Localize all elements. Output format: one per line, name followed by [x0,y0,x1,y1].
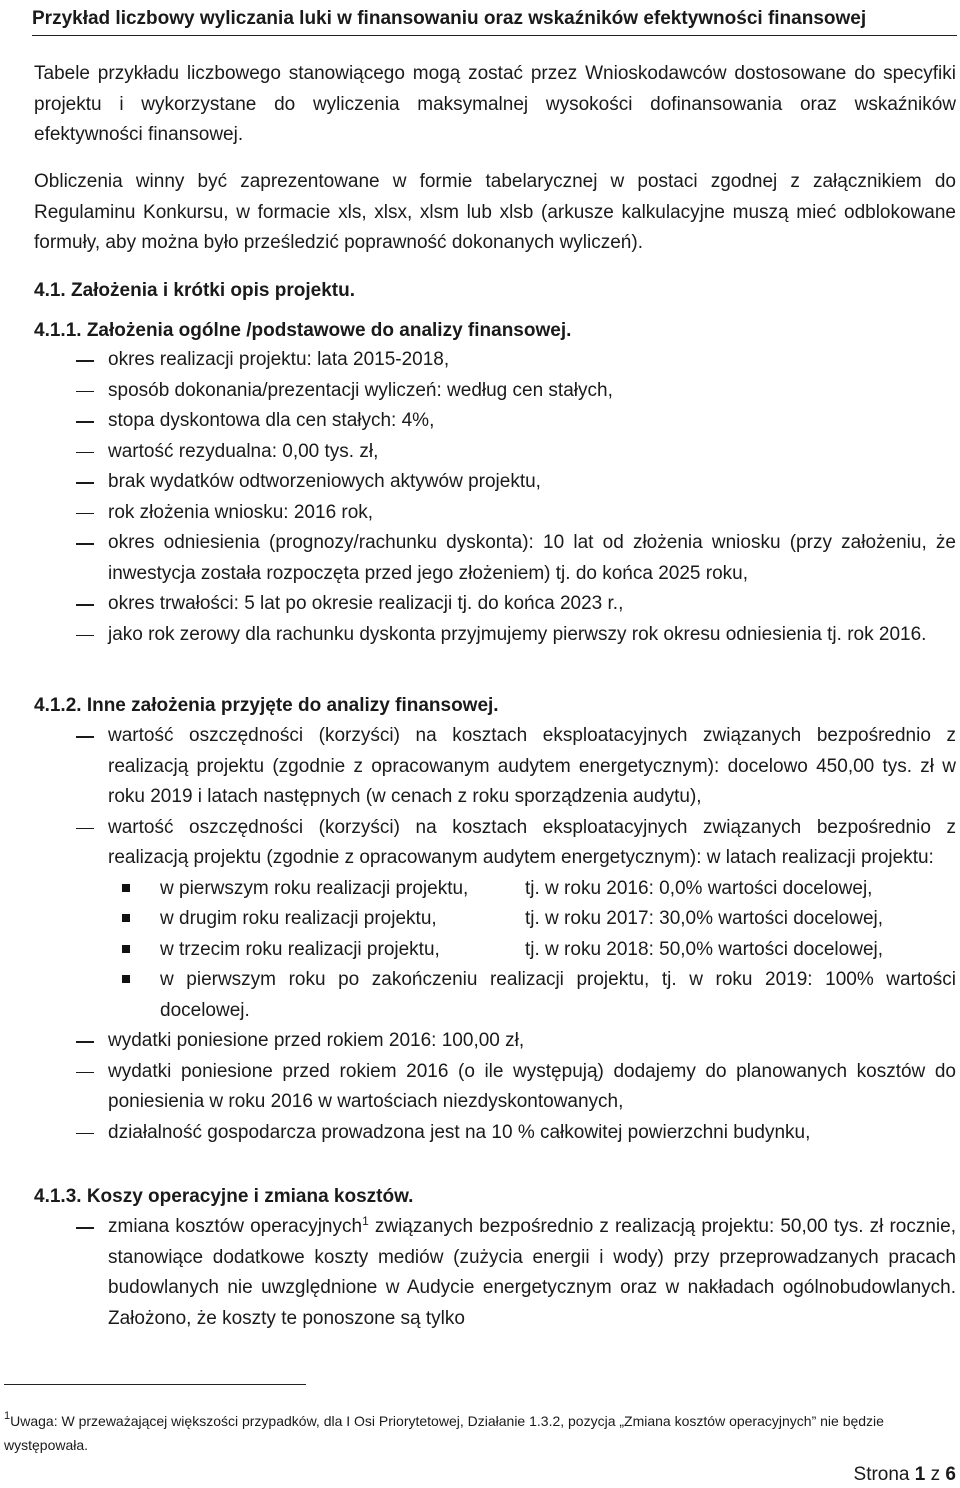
list-item: jako rok zerowy dla rachunku dyskonta przyjmujemy pierwszy rok okresu odniesienia tj. rok 2016. [34,620,956,651]
list-item: sposób dokonania/prezentacji wyliczeń: według cen stałych, [34,376,956,407]
footnote-text: Uwaga: W przeważającej większości przypadków, dla I Osi Priorytetowej, Działanie 1.3.2, pozycja „Zmiana kosztów operacyjnych” nie będzie występowała. [4,1413,884,1453]
footnote-number: 1 [4,1410,11,1422]
list-item: okres odniesienia (prognozy/rachunku dyskonta): 10 lat od złożenia wniosku (przy założeniu, że inwestycja została rozpoczęta przed jego złożeniem) tj. do końca 2025 roku, [34,528,956,589]
dash-bullet-icon [76,482,94,484]
dash-bullet-icon [76,736,94,738]
list-item: w pierwszym roku realizacji projektu, tj. w roku 2016: 0,0% wartości docelowej, [108,874,956,905]
section-heading-4-1: 4.1. Założenia i krótki opis projektu. [34,280,355,301]
footnote-reference[interactable]: 1 [362,1214,369,1228]
dash-bullet-icon [76,1227,94,1229]
list-item: okres realizacji projektu: lata 2015-2018, [34,345,956,376]
page-number: Strona 1 z 6 [853,1464,956,1485]
dash-bullet-icon [76,1041,94,1043]
list-item: wartość oszczędności (korzyści) na kosztach eksploatacyjnych związanych bezpośrednio z realizacją projektu (zgodnie z opracowanym audytem energetycznym): docelowo 450,00 tys. zł w roku 2019 i latach następnych (w cenach z roku sporządzenia audytu), [34,721,956,813]
dash-bullet-icon [76,452,94,454]
list-item: zmiana kosztów operacyjnych$^1$ związanych bezpośrednio z realizacją projektu: 50,00 tys. zł rocznie, stanowiące dodatkowe koszty mediów (zużycia energii i wody) przy przeprowadzanych pracach budowlanych nie uwzględnione w Audycie energetycznym oraz w nakładach ogólnobudowlanych. Założono, że koszty te ponoszone są tylko [34,1212,956,1334]
list-item: działalność gospodarcza prowadzona jest na 10 % całkowitej powierzchni budynku, [34,1118,956,1149]
list-item: wartość oszczędności (korzyści) na kosztach eksploatacyjnych związanych bezpośrednio z realizacją projektu (zgodnie z opracowanym audytem energetycznym): w latach realizacji projektu: w pierwszym roku realizacji projektu, tj. w roku 2016: 0,0% wartości docelowej, w drugim roku realizacji projektu, tj. w roku 2017: 30,0% wartości docelowej, w trzecim roku realizacji projektu, tj. w roku 2018: 50,0% wartości docelowej, w pierwszym roku po zakończeniu realizacji projektu, tj. w roku 2019: 100% wartości docelowej. [34,813,956,1027]
list-item: okres trwałości: 5 lat po okresie realizacji tj. do końca 2023 r., [34,589,956,620]
list-item: wydatki poniesione przed rokiem 2016 (o ile występują) dodajemy do planowanych kosztów do poniesienia w roku 2016 w wartościach niezdyskontowanych, [34,1057,956,1118]
intro-paragraph-1: Tabele przykładu liczbowego stanowiącego mogą zostać przez Wnioskodawców dostosowane do specyfiki projektu i wykorzystane do wyliczenia maksymalnej wysokości dofinansowania oraz wskaźników efektywności finansowej. [34,63,956,145]
square-bullet-icon [122,884,130,892]
dash-bullet-icon [76,513,94,515]
dash-bullet-icon [76,828,94,830]
list-item: w pierwszym roku po zakończeniu realizacji projektu, tj. w roku 2019: 100% wartości docelowej. [108,965,956,1026]
general-assumptions-list [34,345,956,650]
section-heading-4-1-2: 4.1.2. Inne założenia przyjęte do analizy finansowej. [34,695,499,716]
dash-bullet-icon [76,1072,94,1074]
dash-bullet-icon [76,360,94,362]
realization-years-list [108,874,956,1027]
square-bullet-icon [122,945,130,953]
footnote-separator [4,1384,306,1385]
operating-costs-list [34,1212,956,1334]
list-item: wartość rezydualna: 0,00 tys. zł, [34,437,956,468]
section-heading-4-1-1: 4.1.1. Założenia ogólne /podstawowe do analizy finansowej. [34,320,572,341]
other-assumptions-list [34,721,956,1148]
section-heading-4-1-3: 4.1.3. Koszy operacyjne i zmiana kosztów. [34,1186,414,1207]
list-item: rok złożenia wniosku: 2016 rok, [34,498,956,529]
dash-bullet-icon [76,391,94,393]
intro-paragraph-2: Obliczenia winny być zaprezentowane w formie tabelarycznej w postaci zgodnej z załącznikiem do Regulaminu Konkursu, w formacie xls, xlsx, xlsm lub xlsb (arkusze kalkulacyjne muszą mieć odblokowane formuły, aby można było prześledzić poprawność dokonanych wyliczeń). [34,171,956,253]
square-bullet-icon [122,975,130,983]
square-bullet-icon [122,914,130,922]
dash-bullet-icon [76,1133,94,1135]
list-item: w trzecim roku realizacji projektu, tj. w roku 2018: 50,0% wartości docelowej, [108,935,956,966]
dash-bullet-icon [76,421,94,423]
list-item: wydatki poniesione przed rokiem 2016: 100,00 zł, [34,1026,956,1057]
list-item: stopa dyskontowa dla cen stałych: 4%, [34,406,956,437]
list-item: brak wydatków odtworzeniowych aktywów projektu, [34,467,956,498]
document-title: Przykład liczbowy wyliczania luki w finansowaniu oraz wskaźników efektywności finansowej [32,2,957,36]
dash-bullet-icon [76,604,94,606]
dash-bullet-icon [76,635,94,637]
list-item: w drugim roku realizacji projektu, tj. w roku 2017: 30,0% wartości docelowej, [108,904,956,935]
dash-bullet-icon [76,543,94,545]
footnote [4,1404,944,1457]
